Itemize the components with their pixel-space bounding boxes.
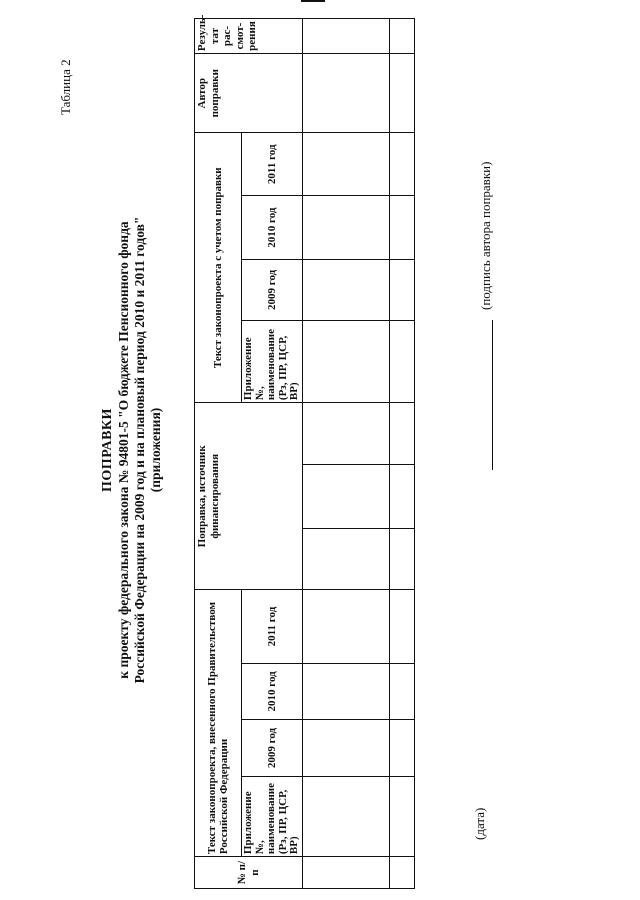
table-cell bbox=[390, 776, 415, 856]
table-number: Таблица 2 bbox=[58, 59, 73, 115]
table-cell bbox=[303, 403, 390, 465]
table-cell bbox=[390, 196, 415, 260]
header-author: Автор поправки bbox=[195, 54, 303, 133]
header-num: № п/п bbox=[195, 857, 303, 889]
header-gov-text: Текст законопроекта, внесенного Правительством Российской Федерации bbox=[195, 590, 242, 857]
table-cell bbox=[303, 133, 390, 196]
header-text-with-amendment: Текст законопроекта с учетом поправки bbox=[195, 133, 242, 403]
signature-label: (подпись автора поправки) bbox=[478, 161, 493, 310]
title-line-2: к проекту федерального закона № 94801-5 "О бюджете Пенсионного фонда bbox=[116, 221, 131, 679]
header-amendment: Поправка, источник финансирования bbox=[195, 403, 303, 590]
table-cell bbox=[390, 133, 415, 196]
table-cell bbox=[303, 54, 390, 133]
subheader-2011-2: 2011 год bbox=[242, 133, 303, 196]
subheader-2010-2: 2010 год bbox=[242, 196, 303, 260]
table-cell bbox=[390, 528, 415, 590]
document-title bbox=[100, 160, 164, 740]
table-cell bbox=[390, 590, 415, 663]
date-label: (дата) bbox=[472, 807, 487, 840]
table-cell bbox=[303, 857, 390, 889]
table-cell bbox=[303, 720, 390, 777]
subheader-2011: 2011 год bbox=[242, 590, 303, 663]
signature-line bbox=[492, 320, 493, 470]
header-result: Резуль-тат рас-смот-рения bbox=[195, 19, 303, 54]
title-line-4: (приложения) bbox=[148, 407, 163, 493]
table-cell bbox=[390, 54, 415, 133]
table-cell bbox=[303, 19, 390, 54]
table-header-row bbox=[195, 19, 242, 889]
table-cell bbox=[390, 720, 415, 777]
table-cell bbox=[303, 320, 390, 402]
subheader-2009: 2009 год bbox=[242, 720, 303, 777]
subheader-2009-2: 2009 год bbox=[242, 260, 303, 321]
table-row bbox=[390, 19, 415, 889]
table-cell bbox=[303, 196, 390, 260]
title-line-1: ПОПРАВКИ bbox=[100, 408, 115, 492]
table-cell bbox=[303, 464, 390, 528]
table-cell bbox=[303, 528, 390, 590]
table-cell bbox=[390, 464, 415, 528]
table-cell bbox=[390, 19, 415, 54]
subheader-appendix: Приложение №, наименование (Рз, ПР, ЦСР, ВР) bbox=[242, 776, 303, 856]
table-cell bbox=[390, 260, 415, 321]
table-cell bbox=[303, 590, 390, 663]
subheader-appendix-2: Приложение №, наименование (Рз, ПР, ЦСР, ВР) bbox=[242, 320, 303, 402]
table-cell bbox=[390, 663, 415, 720]
table-cell bbox=[390, 857, 415, 889]
subheader-2010: 2010 год bbox=[242, 663, 303, 720]
title-line-3: Российской Федерации на 2009 год и на плановый период 2010 и 2011 годов" bbox=[132, 216, 147, 684]
table-cell bbox=[390, 403, 415, 465]
table-cell bbox=[303, 260, 390, 321]
table-cell bbox=[390, 320, 415, 402]
table-cell bbox=[303, 776, 390, 856]
amendments-table bbox=[194, 14, 415, 889]
table-cell bbox=[303, 663, 390, 720]
table-row bbox=[303, 19, 390, 889]
